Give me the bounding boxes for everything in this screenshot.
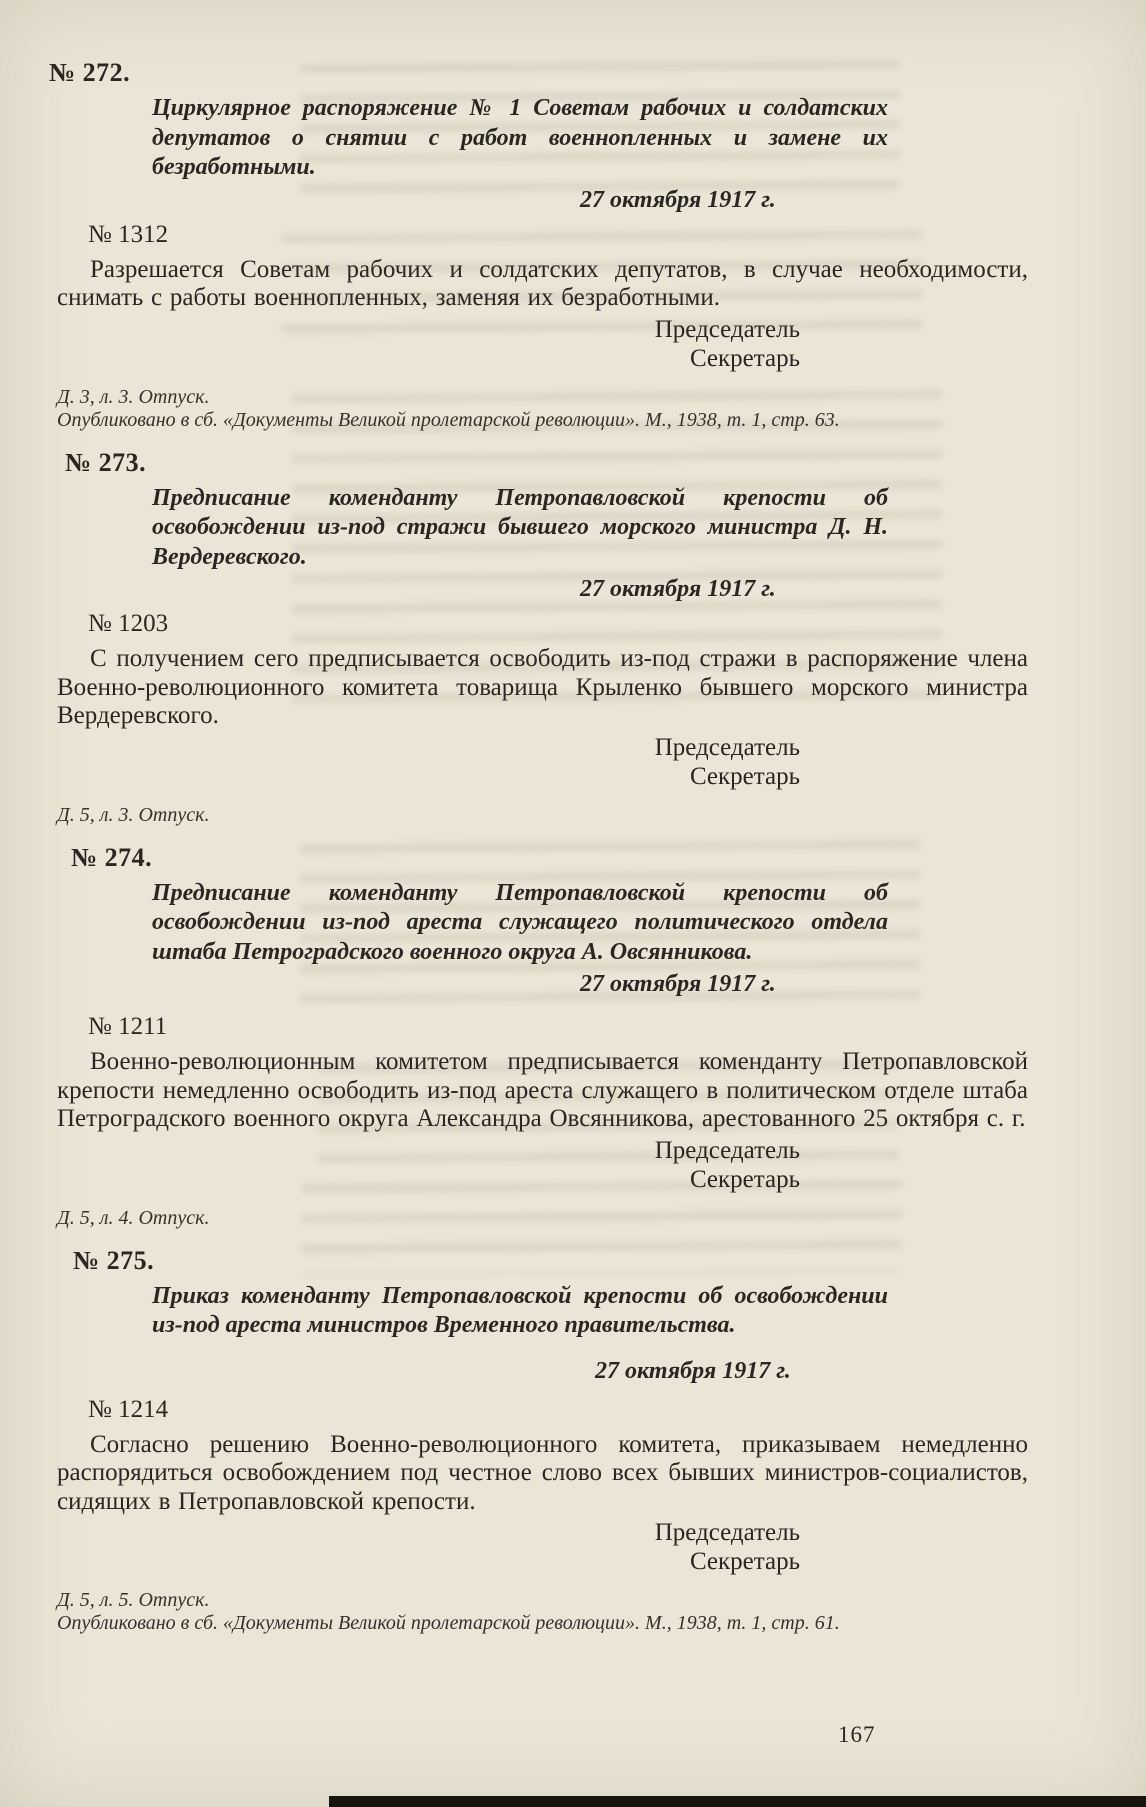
document-273 [57, 448, 1028, 827]
document-body-paragraph: Разрешается Советам рабочих и солдатских депутатов, в случае необходимости, снимать с работы военнопленных, заменяя их безработными. [57, 255, 1028, 311]
page-number: 167 [838, 1722, 876, 1747]
document-275 [57, 1246, 1028, 1636]
document-registry-number: № 1211 [88, 1013, 168, 1040]
signature-secretary: Секретарь [689, 1165, 800, 1193]
signature-block [57, 733, 800, 791]
archival-reference: Д. 5, л. 4. Отпуск. [57, 1206, 210, 1229]
footnote-block [57, 1589, 1028, 1635]
scan-edge-bar [329, 1796, 1146, 1807]
document-date: 27 октября 1917 г. [595, 1357, 791, 1384]
document-body-paragraph: Военно-революционным комитетом предписывается коменданту Петропавловской крепости немедленно освободить из-под ареста служащего в политическом отделе штаба Петроградского военного округа Александра Овсянникова, арестованного 25 октября с. г. [57, 1048, 1028, 1132]
document-title: Предписание коменданту Петропавловской крепости об освобождении из-под ареста служащего политического отдела штаба Петроградского военного округа А. Овсянникова. [152, 879, 888, 965]
document-date: 27 октября 1917 г. [580, 971, 776, 997]
signature-block [57, 1518, 800, 1576]
signature-chairman: Председатель [654, 315, 800, 343]
signature-secretary: Секретарь [689, 1548, 800, 1575]
document-number-heading: № 274. [71, 842, 153, 872]
document-number-heading: № 272. [49, 58, 131, 87]
document-body-paragraph: Согласно решению Военно-революционного комитета, приказываем немедленно распорядиться освобождением под честное слово всех бывших министров-социалистов, сидящих в Петропавловской крепости. [57, 1430, 1028, 1515]
document-body-paragraph: С получением сего предписывается освободить из-под стражи в распоряжение члена Военно-революционного комитета товарища Крыленко бывшего морского министра Вердеревского. [57, 645, 1028, 729]
document-registry-number: № 1203 [88, 610, 169, 637]
document-272 [49, 58, 1028, 432]
document-number-heading: № 273. [65, 447, 147, 477]
document-registry-number: № 1312 [88, 220, 169, 248]
footnote-block [57, 1207, 1028, 1230]
document-date: 27 октября 1917 г. [580, 186, 776, 213]
signature-secretary: Секретарь [689, 344, 800, 372]
document-274 [57, 843, 1028, 1230]
archival-reference: Д. 5, л. 5. Отпуск. [57, 1589, 210, 1611]
archival-reference: Д. 5, л. 3. Отпуск. [57, 803, 210, 826]
signature-secretary: Секретарь [689, 762, 800, 790]
publication-reference: Опубликовано в сб. «Документы Великой пролетарской революции». М., 1938, т. 1, стр. 61. [57, 1612, 840, 1634]
publication-reference: Опубликовано в сб. «Документы Великой пролетарской революции». М., 1938, т. 1, стр. 63. [57, 408, 840, 431]
document-registry-number: № 1214 [88, 1395, 169, 1423]
signature-chairman: Председатель [654, 1519, 800, 1546]
signature-chairman: Председатель [654, 733, 800, 761]
document-date: 27 октября 1917 г. [580, 576, 776, 602]
signature-block [57, 315, 800, 373]
archival-reference: Д. 3, л. 3. Отпуск. [57, 385, 210, 408]
document-title: Предписание коменданту Петропавловской крепости об освобождении из-под стражи бывшего морского министра Д. Н. Вердеревского. [152, 484, 888, 570]
document-title: Приказ коменданту Петропавловской крепости об освобождении из-под ареста министров Временного правительства. [152, 1282, 888, 1338]
document-title: Циркулярное распоряжение № 1 Советам рабочих и солдатских депутатов о снятии с работ военнопленных и замене их безработными. [152, 95, 888, 180]
signature-block [57, 1136, 800, 1194]
document-number-heading: № 275. [73, 1245, 155, 1275]
footnote-block [57, 386, 1028, 432]
signature-chairman: Председатель [654, 1136, 800, 1164]
footnote-block [57, 804, 1028, 827]
